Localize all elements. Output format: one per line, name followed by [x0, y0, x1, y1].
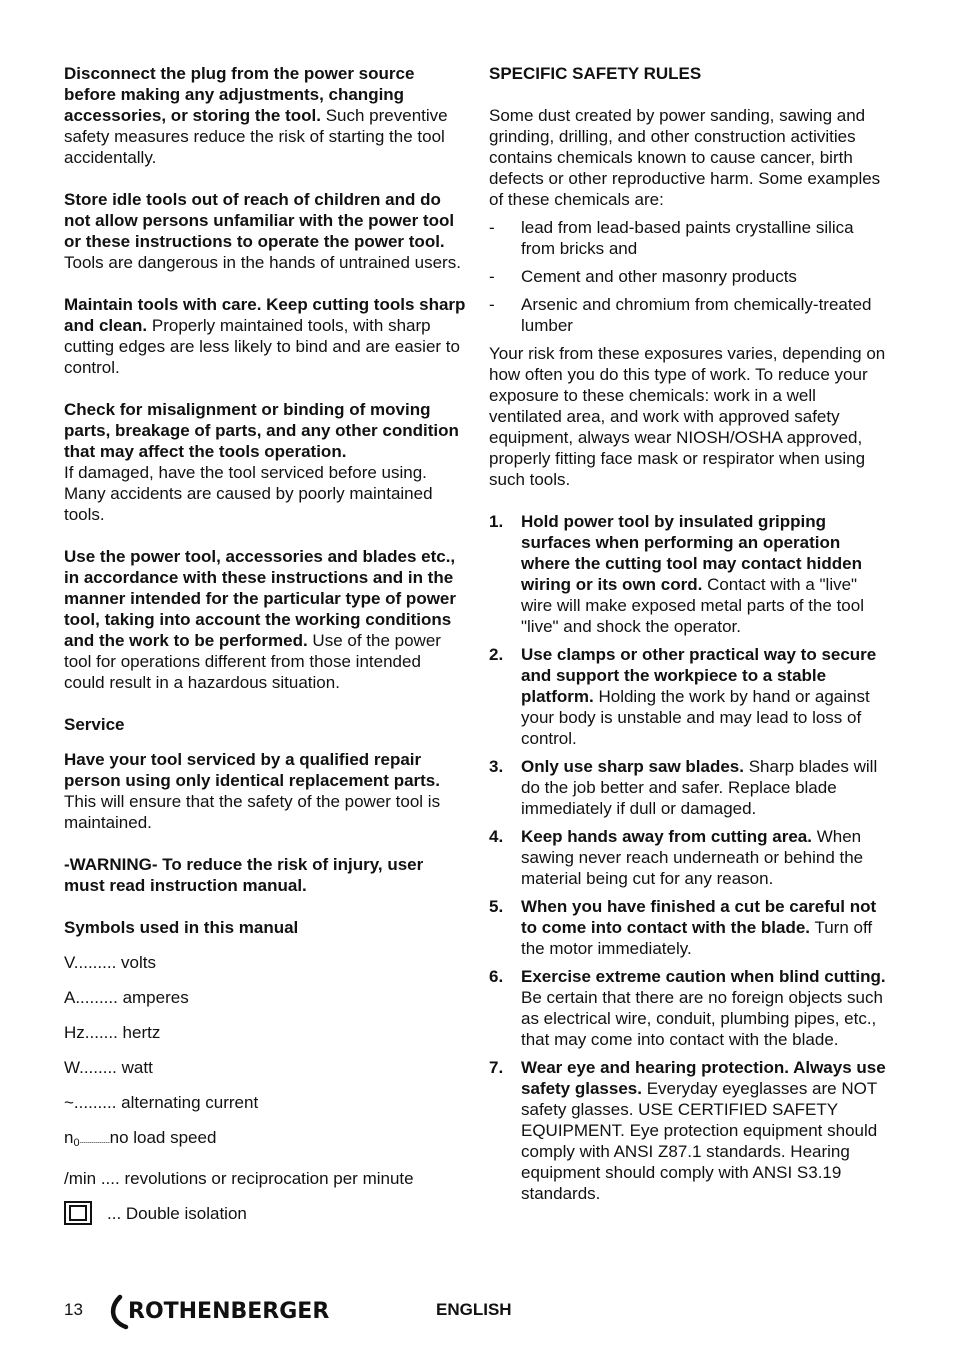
specific-safety-heading: SPECIFIC SAFETY RULES [489, 64, 702, 83]
symbol-hertz: Hz....... hertz [64, 1023, 161, 1042]
chemical-examples-list [489, 217, 891, 336]
safety-rule-6: 6. Exercise extreme caution when blind cutting. Be certain that there are no foreign objects such as electrical wire, conduit, plumbing pipes, etc., that may come into contact with the blade. [489, 967, 886, 1049]
double-isolation-icon [64, 1201, 92, 1225]
symbol-double-isolation: ... Double isolation [64, 1201, 466, 1225]
paragraph-check-misalignment: Check for misalignment or binding of moving parts, breakage of parts, and any other condition that may affect the tools operation. If damaged, have the tool serviced before using. Many accidents are caused by poorly maintained tools. [64, 400, 459, 524]
service-heading: Service [64, 715, 125, 734]
exposure-risk-paragraph: Your risk from these exposures varies, depending on how often you do this type of work. To reduce your exposure to these chemicals: work in a well ventilated area, and work with approved safety equipment, always wear NIOSH/OSHA approved, properly fitting face mask or respirator when using such tools. [489, 344, 886, 489]
symbol-alternating-current: ~......... alternating current [64, 1093, 259, 1112]
safety-rule-2: 2. Use clamps or other practical way to secure and support the workpiece to a stable platform. Holding the work by hand or against your body is unstable and may lead to loss of control. [489, 645, 877, 748]
language-label: ENGLISH [436, 1300, 512, 1319]
paragraph-service: Have your tool serviced by a qualified repair person using only identical replacement parts. This will ensure that the safety of the power tool is maintained. [64, 750, 441, 832]
safety-rule-4: 4. Keep hands away from cutting area. When sawing never reach underneath or behind the material being cut for any reason. [489, 827, 864, 888]
safety-rule-5: 5. When you have finished a cut be careful not to come into contact with the blade. Turn off the motor immediately. [489, 897, 877, 958]
left-column [64, 63, 466, 1225]
safety-rules-list [489, 511, 891, 1204]
safety-rule-1: 1. Hold power tool by insulated gripping surfaces when performing an operation where the cutting tool may contact hidden wiring or its own cord. Contact with a "live" wire will make exposed metal parts of the tool "live" and shock the operator. [489, 512, 864, 636]
symbol-watt: W........ watt [64, 1058, 153, 1077]
paragraph-store-idle-tools: Store idle tools out of reach of children and do not allow persons unfamiliar with the power tool or these instructions to operate the power tool. Tools are dangerous in the hands of untrained users. [64, 190, 461, 272]
paragraph-maintain-tools: Maintain tools with care. Keep cutting tools sharp and clean. Properly maintained tools, with sharp cutting edges are less likely to bind and are easier to control. [64, 295, 466, 377]
list-item: - Arsenic and chromium from chemically-treated lumber [489, 295, 872, 335]
safety-rule-3: 3. Only use sharp saw blades. Sharp blades will do the job better and safer. Replace blade immediately if dull or damaged. [489, 757, 878, 818]
symbol-amperes: A......... amperes [64, 988, 189, 1007]
page-number: 13 [64, 1300, 83, 1319]
safety-rule-7: 7. Wear eye and hearing protection. Always use safety glasses. Everyday eyeglasses are NOT safety glasses. USE CERTIFIED SAFETY EQUIPMENT. Eye protection equipment should comply with ANSI Z87.1 standards. Hearing equipment should comply with ANSI S3.19 standards. [489, 1058, 886, 1203]
warning-text: -WARNING- To reduce the risk of injury, user must read instruction manual. [64, 855, 424, 895]
right-column [489, 63, 891, 1211]
logo-wordmark: ROTHENBERGER [128, 1299, 330, 1324]
symbols-heading: Symbols used in this manual [64, 918, 299, 937]
symbol-per-minute: /min .... revolutions or reciprocation per minute [64, 1169, 414, 1188]
symbol-no-load-speed: $n_0...............no$ load speed [64, 1128, 217, 1149]
list-item: - Cement and other masonry products [489, 267, 797, 286]
symbol-volts: V......... volts [64, 953, 156, 972]
paragraph-disconnect-plug: Disconnect the plug from the power source before making any adjustments, changing accessories, or storing the tool. Such preventive safety measures reduce the risk of starting the tool accidentally. [64, 64, 448, 167]
dust-intro: Some dust created by power sanding, sawing and grinding, drilling, and other construction activities contains chemicals known to cause cancer, birth defects or other reproductive harm. Some examples of these chemicals are: [489, 106, 881, 209]
paragraph-use-power-tool: Use the power tool, accessories and blades etc., in accordance with these instructions and in the manner intended for the particular type of power tool, taking into account the working conditions and the work to be performed. Use of the power tool for operations different from those intended could result in a hazardous situation. [64, 547, 456, 692]
list-item: - lead from lead-based paints crystalline silica from bricks and [489, 218, 854, 258]
symbols-list [64, 952, 466, 1225]
rothenberger-logo [106, 1293, 346, 1333]
